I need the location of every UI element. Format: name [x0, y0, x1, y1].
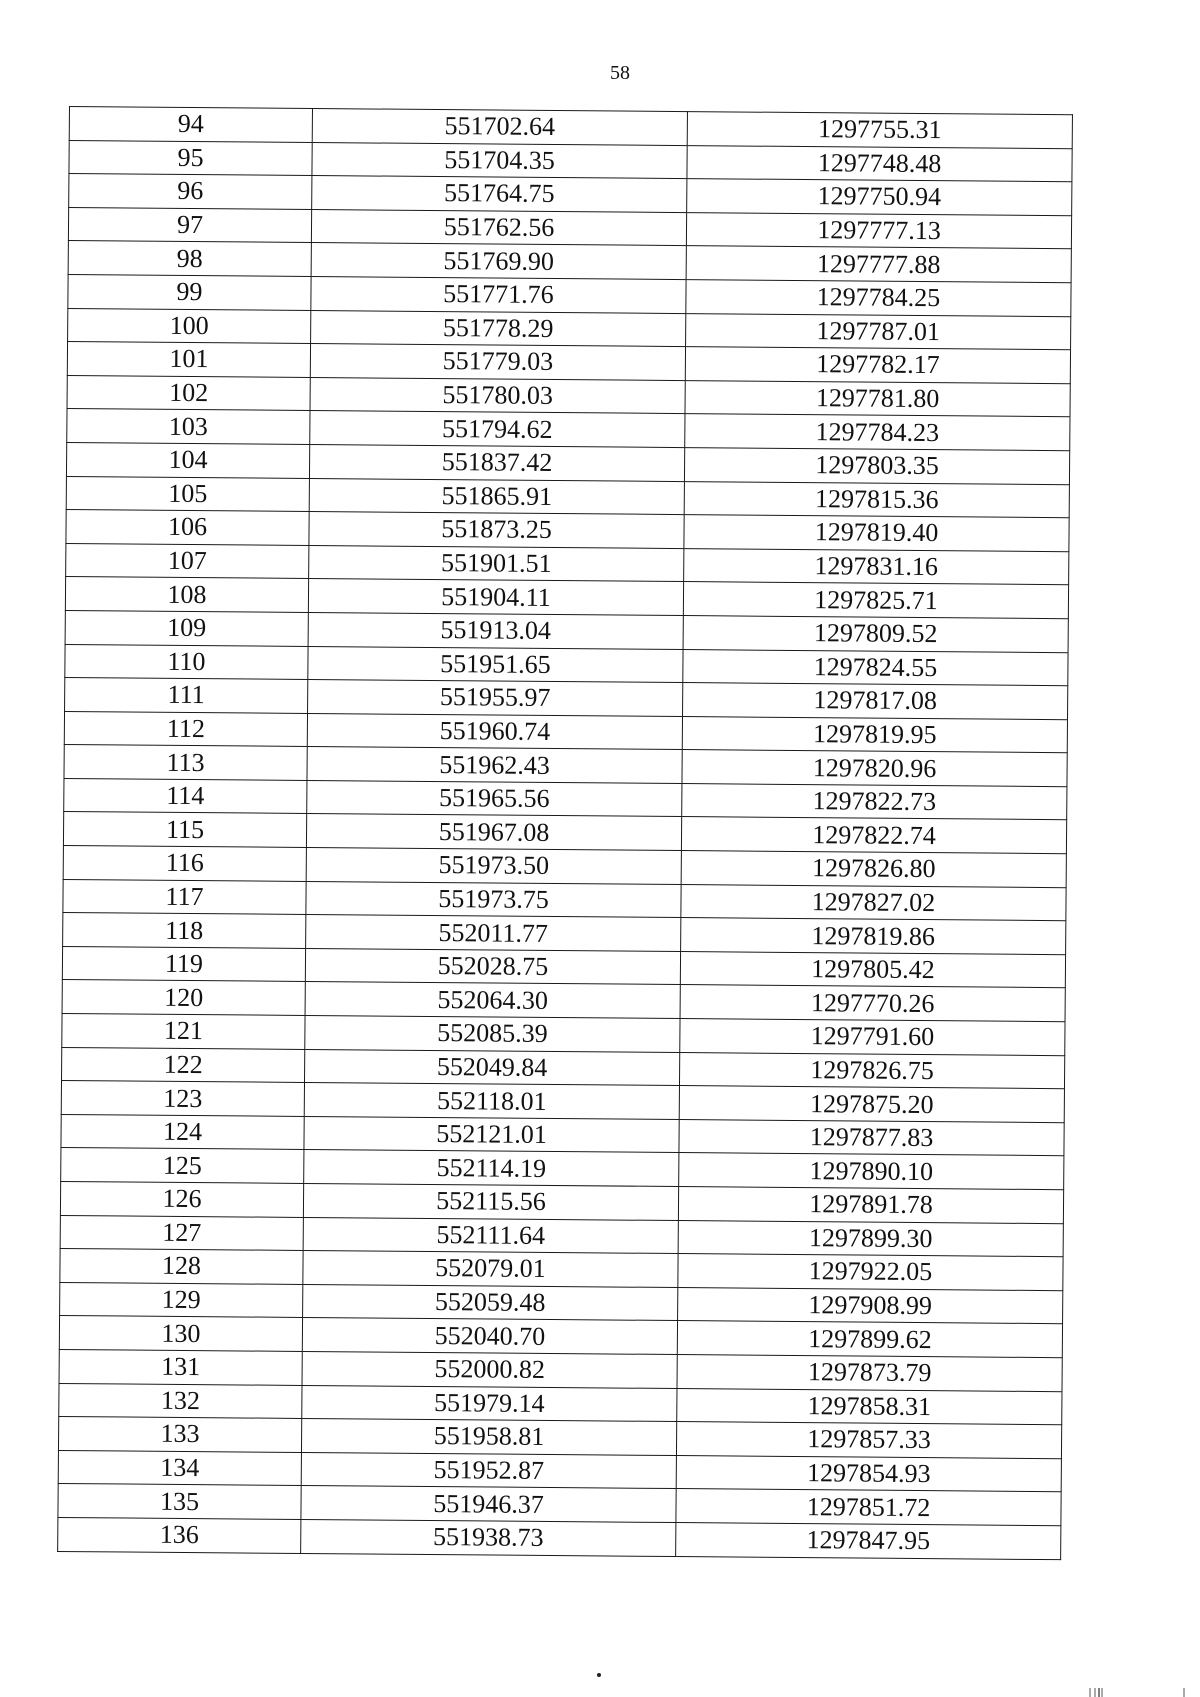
y-coordinate-cell: 1297890.10 [679, 1153, 1064, 1190]
point-number-cell: 109 [65, 610, 308, 646]
point-number-cell: 127 [60, 1215, 303, 1251]
x-coordinate-cell: 552000.82 [302, 1351, 677, 1388]
point-number-cell: 125 [61, 1148, 304, 1184]
y-coordinate-cell: 1297851.72 [676, 1489, 1061, 1526]
x-coordinate-cell: 551873.25 [309, 512, 684, 549]
y-coordinate-cell: 1297825.71 [683, 582, 1068, 619]
point-number-cell: 104 [66, 442, 309, 478]
x-coordinate-cell: 551973.50 [306, 848, 681, 885]
y-coordinate-cell: 1297819.40 [684, 515, 1069, 552]
point-number-cell: 94 [69, 107, 312, 143]
y-coordinate-cell: 1297899.30 [678, 1220, 1063, 1257]
point-number-cell: 118 [63, 913, 306, 949]
x-coordinate-cell: 551913.04 [308, 612, 683, 649]
y-coordinate-cell: 1297791.60 [680, 1019, 1065, 1056]
page-number: 58 [610, 62, 630, 84]
y-coordinate-cell: 1297826.80 [681, 851, 1066, 888]
point-number-cell: 95 [69, 140, 312, 176]
x-coordinate-cell: 551702.64 [312, 108, 687, 145]
point-number-cell: 113 [64, 745, 307, 781]
x-coordinate-cell: 551704.35 [312, 142, 687, 179]
y-coordinate-cell: 1297777.13 [686, 212, 1071, 249]
x-coordinate-cell: 551960.74 [307, 713, 682, 750]
y-coordinate-cell: 1297784.23 [685, 414, 1070, 451]
y-coordinate-cell: 1297857.33 [676, 1422, 1061, 1459]
coordinates-table [57, 106, 1073, 1560]
y-coordinate-cell: 1297819.95 [682, 716, 1067, 753]
x-coordinate-cell: 551778.29 [311, 310, 686, 347]
point-number-cell: 119 [62, 946, 305, 982]
x-coordinate-cell: 551837.42 [309, 444, 684, 481]
point-number-cell: 100 [68, 308, 311, 344]
footer-dot-mark [597, 1673, 601, 1677]
x-coordinate-cell: 552059.48 [303, 1284, 678, 1321]
x-coordinate-cell: 551904.11 [308, 579, 683, 616]
y-coordinate-cell: 1297824.55 [683, 649, 1068, 686]
y-coordinate-cell: 1297873.79 [677, 1355, 1062, 1392]
x-coordinate-cell: 551780.03 [310, 377, 685, 414]
point-number-cell: 110 [65, 644, 308, 680]
point-number-cell: 132 [59, 1383, 302, 1419]
point-number-cell: 107 [66, 543, 309, 579]
y-coordinate-cell: 1297787.01 [686, 313, 1071, 350]
point-number-cell: 106 [66, 510, 309, 546]
point-number-cell: 105 [66, 476, 309, 512]
x-coordinate-cell: 551762.56 [311, 209, 686, 246]
x-coordinate-cell: 552028.75 [305, 948, 680, 985]
point-number-cell: 97 [68, 207, 311, 243]
x-coordinate-cell: 551955.97 [308, 680, 683, 717]
point-number-cell: 111 [65, 678, 308, 714]
x-coordinate-cell: 552115.56 [303, 1183, 678, 1220]
x-coordinate-cell: 552079.01 [303, 1251, 678, 1288]
y-coordinate-cell: 1297831.16 [684, 548, 1069, 585]
table-row [58, 1517, 1061, 1559]
y-coordinate-cell: 1297784.25 [686, 280, 1071, 317]
y-coordinate-cell: 1297820.96 [682, 750, 1067, 787]
y-coordinate-cell: 1297815.36 [684, 481, 1069, 518]
x-coordinate-cell: 552064.30 [305, 982, 680, 1019]
y-coordinate-cell: 1297908.99 [678, 1287, 1063, 1324]
x-coordinate-cell: 551962.43 [307, 747, 682, 784]
y-coordinate-cell: 1297781.80 [685, 380, 1070, 417]
point-number-cell: 117 [63, 879, 306, 915]
x-coordinate-cell: 552040.70 [302, 1318, 677, 1355]
y-coordinate-cell: 1297822.74 [681, 817, 1066, 854]
x-coordinate-cell: 551764.75 [312, 176, 687, 213]
x-coordinate-cell: 551794.62 [310, 411, 685, 448]
y-coordinate-cell: 1297770.26 [680, 985, 1065, 1022]
point-number-cell: 126 [60, 1181, 303, 1217]
point-number-cell: 98 [68, 241, 311, 277]
point-number-cell: 112 [64, 711, 307, 747]
y-coordinate-cell: 1297891.78 [678, 1187, 1063, 1224]
point-number-cell: 102 [67, 375, 310, 411]
point-number-cell: 136 [58, 1517, 301, 1553]
y-coordinate-cell: 1297854.93 [676, 1455, 1061, 1492]
y-coordinate-cell: 1297922.05 [678, 1254, 1063, 1291]
x-coordinate-cell: 551865.91 [309, 478, 684, 515]
point-number-cell: 135 [58, 1484, 301, 1520]
y-coordinate-cell: 1297782.17 [685, 347, 1070, 384]
scan-edge-ticks [1080, 1688, 1200, 1697]
point-number-cell: 133 [58, 1417, 301, 1453]
point-number-cell: 99 [68, 274, 311, 310]
y-coordinate-cell: 1297819.86 [681, 918, 1066, 955]
x-coordinate-cell: 551965.56 [307, 780, 682, 817]
x-coordinate-cell: 551946.37 [301, 1486, 676, 1523]
y-coordinate-cell: 1297817.08 [683, 683, 1068, 720]
y-coordinate-cell: 1297822.73 [682, 783, 1067, 820]
y-coordinate-cell: 1297750.94 [687, 179, 1072, 216]
point-number-cell: 131 [59, 1349, 302, 1385]
point-number-cell: 128 [60, 1249, 303, 1285]
x-coordinate-cell: 551769.90 [311, 243, 686, 280]
x-coordinate-cell: 551958.81 [301, 1419, 676, 1456]
y-coordinate-cell: 1297847.95 [676, 1522, 1061, 1559]
x-coordinate-cell: 552085.39 [305, 1015, 680, 1052]
point-number-cell: 120 [62, 980, 305, 1016]
point-number-cell: 96 [69, 174, 312, 210]
point-number-cell: 129 [60, 1282, 303, 1318]
point-number-cell: 103 [67, 409, 310, 445]
x-coordinate-cell: 552118.01 [304, 1083, 679, 1120]
x-coordinate-cell: 551951.65 [308, 646, 683, 683]
point-number-cell: 123 [61, 1081, 304, 1117]
x-coordinate-cell: 552011.77 [306, 915, 681, 952]
x-coordinate-cell: 551967.08 [306, 814, 681, 851]
x-coordinate-cell: 552114.19 [304, 1150, 679, 1187]
x-coordinate-cell: 551779.03 [310, 344, 685, 381]
point-number-cell: 122 [62, 1047, 305, 1083]
point-number-cell: 124 [61, 1114, 304, 1150]
point-number-cell: 130 [59, 1316, 302, 1352]
x-coordinate-cell: 552121.01 [304, 1116, 679, 1153]
y-coordinate-cell: 1297875.20 [679, 1086, 1064, 1123]
point-number-cell: 134 [58, 1450, 301, 1486]
point-number-cell: 101 [67, 342, 310, 378]
y-coordinate-cell: 1297748.48 [687, 145, 1072, 182]
y-coordinate-cell: 1297826.75 [679, 1052, 1064, 1089]
point-number-cell: 115 [63, 812, 306, 848]
point-number-cell: 108 [65, 577, 308, 613]
x-coordinate-cell: 551938.73 [301, 1519, 676, 1556]
x-coordinate-cell: 552111.64 [303, 1217, 678, 1254]
y-coordinate-cell: 1297827.02 [681, 884, 1066, 921]
x-coordinate-cell: 551771.76 [311, 276, 686, 313]
y-coordinate-cell: 1297755.31 [687, 112, 1072, 149]
y-coordinate-cell: 1297803.35 [684, 447, 1069, 484]
x-coordinate-cell: 551901.51 [309, 545, 684, 582]
y-coordinate-cell: 1297858.31 [677, 1388, 1062, 1425]
point-number-cell: 114 [64, 778, 307, 814]
point-number-cell: 116 [63, 846, 306, 882]
y-coordinate-cell: 1297805.42 [680, 951, 1065, 988]
coordinates-table-body [58, 107, 1073, 1560]
point-number-cell: 121 [62, 1014, 305, 1050]
x-coordinate-cell: 551952.87 [301, 1452, 676, 1489]
y-coordinate-cell: 1297877.83 [679, 1119, 1064, 1156]
x-coordinate-cell: 551973.75 [306, 881, 681, 918]
x-coordinate-cell: 551979.14 [302, 1385, 677, 1422]
y-coordinate-cell: 1297777.88 [686, 246, 1071, 283]
y-coordinate-cell: 1297899.62 [677, 1321, 1062, 1358]
y-coordinate-cell: 1297809.52 [683, 615, 1068, 652]
x-coordinate-cell: 552049.84 [304, 1049, 679, 1086]
